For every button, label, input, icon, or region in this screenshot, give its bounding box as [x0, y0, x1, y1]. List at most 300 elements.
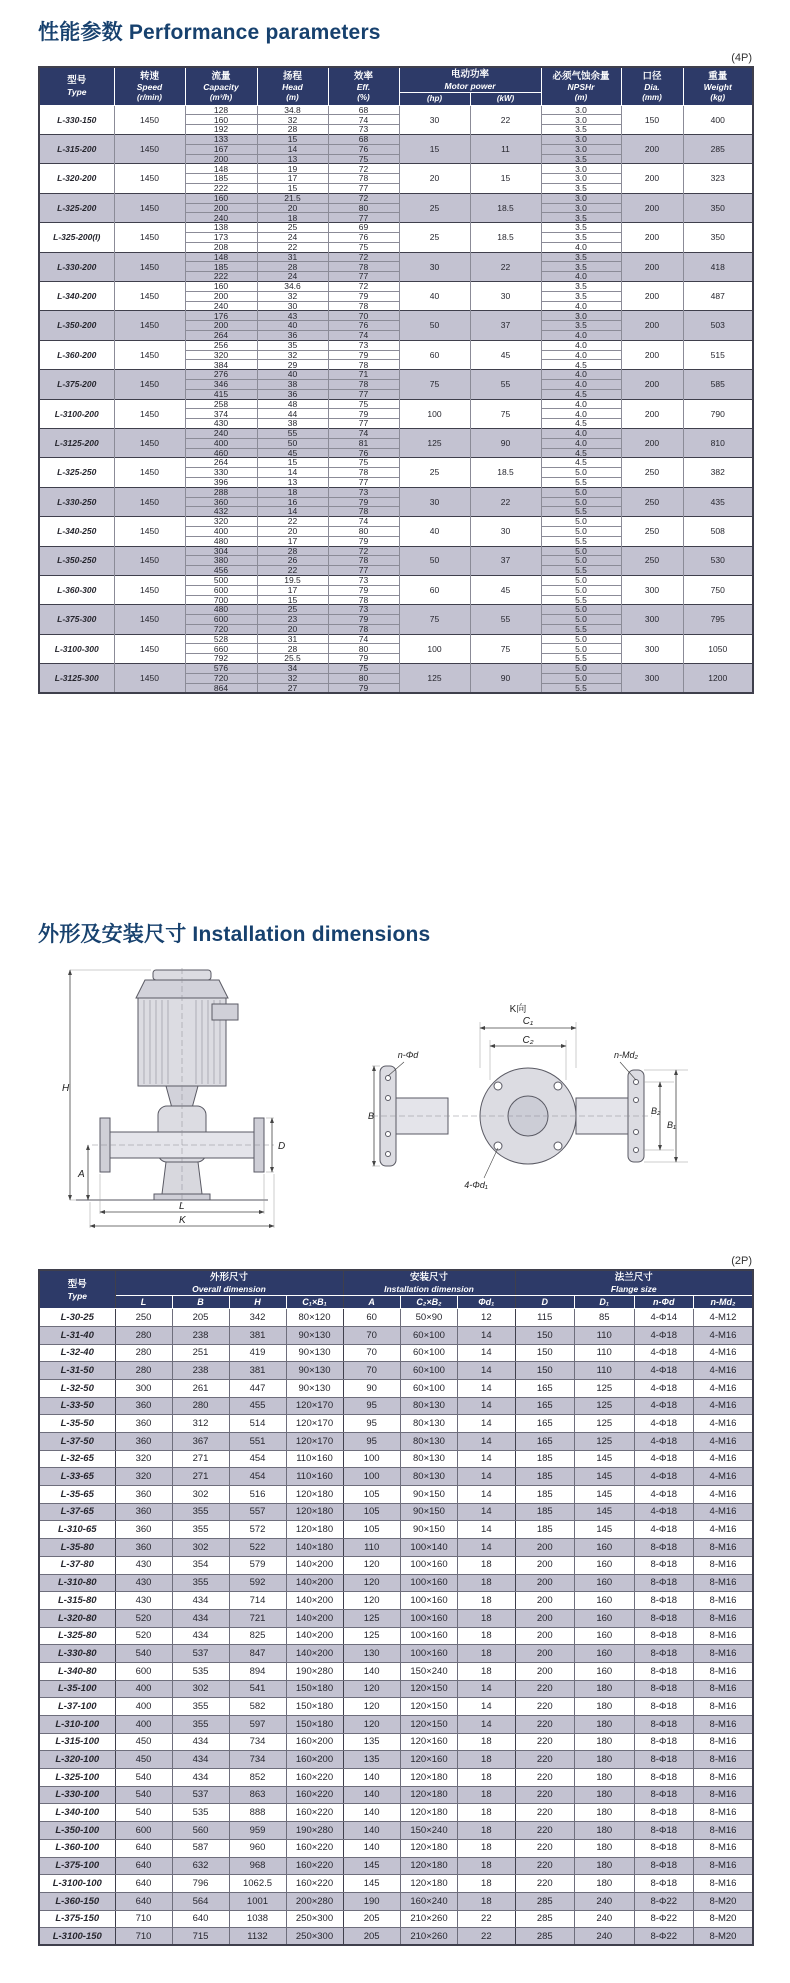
cell-hp: 75 [399, 370, 470, 399]
dim-row [39, 1486, 753, 1504]
cell-D1: 240 [575, 1892, 635, 1910]
cell-L: 430 [115, 1556, 172, 1574]
cell-head: 34.6 [257, 282, 328, 292]
cell-hp: 30 [399, 105, 470, 134]
dim-row [39, 1468, 753, 1486]
cell-kw: 90 [470, 664, 541, 694]
cell-C2xB2: 90×150 [400, 1521, 457, 1539]
cell-C1xB1: 190×280 [286, 1822, 343, 1840]
cell-H: 516 [229, 1486, 286, 1504]
cell-A: 70 [343, 1326, 400, 1344]
cell-n-fd: 4-Φ18 [634, 1486, 694, 1504]
cell-npsh: 5.5 [541, 624, 621, 634]
cell-D1: 180 [575, 1769, 635, 1787]
cell-fd1: 18 [458, 1645, 515, 1663]
cell-C2xB2: 60×100 [400, 1326, 457, 1344]
cell-D1: 180 [575, 1804, 635, 1822]
cell-C1xB1: 150×180 [286, 1716, 343, 1734]
cell-eff: 73 [328, 487, 399, 497]
cell-D1: 160 [575, 1609, 635, 1627]
cell-D: 200 [515, 1574, 575, 1592]
dim-row [39, 1928, 753, 1946]
cell-n-fd: 4-Φ18 [634, 1326, 694, 1344]
cell-type: L-35-80 [39, 1539, 115, 1557]
cell-A: 90 [343, 1379, 400, 1397]
cell-type: L-340-200 [39, 282, 114, 311]
cell-eff: 79 [328, 585, 399, 595]
cell-D: 165 [515, 1415, 575, 1433]
cell-eff: 69 [328, 223, 399, 233]
label-4-fd1: 4-Φd₁ [464, 1180, 488, 1191]
cell-D1: 180 [575, 1839, 635, 1857]
cell-n-md2: 4-M16 [694, 1344, 754, 1362]
cell-weight: 585 [683, 370, 753, 399]
cell-eff: 79 [328, 350, 399, 360]
cell-C1xB1: 140×200 [286, 1609, 343, 1627]
cell-C2xB2: 80×130 [400, 1433, 457, 1451]
cell-C2xB2: 120×180 [400, 1875, 457, 1893]
cell-capacity: 432 [185, 507, 257, 517]
cell-weight: 750 [683, 575, 753, 604]
cell-head: 36 [257, 330, 328, 340]
cell-L: 400 [115, 1698, 172, 1716]
cell-eff: 78 [328, 360, 399, 370]
cell-type: L-325-200(I) [39, 223, 114, 252]
cell-C2xB2: 120×180 [400, 1839, 457, 1857]
cell-weight: 530 [683, 546, 753, 575]
cell-H: 572 [229, 1521, 286, 1539]
cell-type: L-340-250 [39, 517, 114, 546]
cell-speed: 1450 [114, 428, 185, 457]
cell-type: L-310-100 [39, 1716, 115, 1734]
cell-npsh: 4.0 [541, 330, 621, 340]
cell-n-fd: 4-Φ18 [634, 1521, 694, 1539]
cell-head: 32 [257, 350, 328, 360]
cell-eff: 78 [328, 624, 399, 634]
cell-eff: 72 [328, 193, 399, 203]
cell-capacity: 192 [185, 125, 257, 135]
cell-capacity: 258 [185, 399, 257, 409]
cell-type: L-37-50 [39, 1433, 115, 1451]
cell-npsh: 4.5 [541, 389, 621, 399]
cell-npsh: 5.0 [541, 585, 621, 595]
cell-weight: 435 [683, 487, 753, 516]
cell-capacity: 528 [185, 634, 257, 644]
cell-n-fd: 8-Φ18 [634, 1786, 694, 1804]
cell-speed: 1450 [114, 575, 185, 604]
cell-head: 17 [257, 174, 328, 184]
cell-speed: 1450 [114, 252, 185, 281]
cell-type: L-37-65 [39, 1503, 115, 1521]
cell-head: 15 [257, 184, 328, 194]
cell-capacity: 148 [185, 252, 257, 262]
cell-fd1: 14 [458, 1539, 515, 1557]
cell-B: 271 [172, 1468, 229, 1486]
label-k-view: K向 [509, 1004, 527, 1016]
cell-D1: 125 [575, 1397, 635, 1415]
cell-head: 20 [257, 624, 328, 634]
cell-kw: 18.5 [470, 223, 541, 252]
cell-L: 710 [115, 1928, 172, 1946]
cell-C1xB1: 120×170 [286, 1433, 343, 1451]
cell-fd1: 14 [458, 1415, 515, 1433]
perf-row [39, 634, 753, 644]
cell-kw: 30 [470, 282, 541, 311]
cell-n-md2: 8-M16 [694, 1645, 754, 1663]
perf-row [39, 135, 753, 145]
cell-n-fd: 8-Φ18 [634, 1539, 694, 1557]
cell-n-md2: 8-M16 [694, 1539, 754, 1557]
cell-L: 360 [115, 1433, 172, 1451]
cell-C1xB1: 160×200 [286, 1751, 343, 1769]
cell-D: 220 [515, 1839, 575, 1857]
perf-row [39, 223, 753, 233]
cell-D1: 180 [575, 1857, 635, 1875]
cell-capacity: 374 [185, 409, 257, 419]
cell-capacity: 576 [185, 664, 257, 674]
cell-capacity: 720 [185, 673, 257, 683]
cell-D: 200 [515, 1556, 575, 1574]
cell-type: L-330-100 [39, 1786, 115, 1804]
cell-fd1: 14 [458, 1521, 515, 1539]
cell-C1xB1: 120×170 [286, 1397, 343, 1415]
cell-eff: 68 [328, 135, 399, 145]
cell-n-md2: 8-M16 [694, 1574, 754, 1592]
dim-label-B1: B₁ [667, 1120, 676, 1131]
performance-pole-note: (4P) [731, 52, 752, 64]
cell-D1: 110 [575, 1344, 635, 1362]
cell-B: 367 [172, 1433, 229, 1451]
cell-npsh: 5.0 [541, 634, 621, 644]
cell-eff: 78 [328, 507, 399, 517]
cell-n-md2: 8-M16 [694, 1680, 754, 1698]
cell-C1xB1: 160×220 [286, 1804, 343, 1822]
cell-H: 968 [229, 1857, 286, 1875]
cell-C2xB2: 60×100 [400, 1362, 457, 1380]
cell-fd1: 18 [458, 1574, 515, 1592]
cell-capacity: 400 [185, 526, 257, 536]
cell-kw: 75 [470, 634, 541, 663]
cell-head: 23 [257, 615, 328, 625]
cell-n-md2: 8-M20 [694, 1892, 754, 1910]
cell-C2xB2: 160×240 [400, 1892, 457, 1910]
dim-label-A: A [78, 1169, 85, 1181]
cell-D1: 180 [575, 1698, 635, 1716]
cell-n-md2: 8-M16 [694, 1556, 754, 1574]
cell-type: L-32-40 [39, 1344, 115, 1362]
cell-speed: 1450 [114, 370, 185, 399]
cell-B: 632 [172, 1857, 229, 1875]
cell-head: 38 [257, 379, 328, 389]
cell-C2xB2: 100×160 [400, 1574, 457, 1592]
cell-hp: 50 [399, 311, 470, 340]
cell-L: 540 [115, 1786, 172, 1804]
cell-eff: 73 [328, 605, 399, 615]
perf-row [39, 428, 753, 438]
dim-row [39, 1857, 753, 1875]
cell-npsh: 3.0 [541, 174, 621, 184]
cell-hp: 40 [399, 282, 470, 311]
cell-C2xB2: 60×100 [400, 1379, 457, 1397]
cell-npsh: 5.0 [541, 575, 621, 585]
cell-C2xB2: 80×130 [400, 1397, 457, 1415]
cell-fd1: 18 [458, 1627, 515, 1645]
cell-C2xB2: 120×160 [400, 1751, 457, 1769]
cell-fd1: 22 [458, 1928, 515, 1946]
cell-D: 220 [515, 1680, 575, 1698]
dim-label-C2: C₂ [522, 1035, 534, 1047]
performance-section-title: 性能参数 Performance parameters [38, 21, 381, 44]
cell-C1xB1: 250×300 [286, 1928, 343, 1946]
cell-n-md2: 4-M16 [694, 1326, 754, 1344]
cell-weight: 790 [683, 399, 753, 428]
cell-H: 342 [229, 1309, 286, 1327]
cell-D1: 85 [575, 1309, 635, 1327]
cell-type: L-375-300 [39, 605, 114, 634]
cell-D1: 180 [575, 1786, 635, 1804]
cell-npsh: 4.0 [541, 340, 621, 350]
cell-kw: 37 [470, 546, 541, 575]
col-n-md2: n-Md₂ [694, 1296, 754, 1309]
cell-D: 220 [515, 1769, 575, 1787]
cell-C2xB2: 80×130 [400, 1450, 457, 1468]
cell-type: L-31-40 [39, 1326, 115, 1344]
cell-head: 22 [257, 242, 328, 252]
cell-head: 34.8 [257, 105, 328, 115]
cell-hp: 100 [399, 634, 470, 663]
col-group-flange: 法兰尺寸 Flange size [515, 1270, 753, 1296]
cell-type: L-325-250 [39, 458, 114, 487]
cell-kw: 22 [470, 487, 541, 516]
cell-n-fd: 4-Φ18 [634, 1450, 694, 1468]
cell-eff: 74 [328, 330, 399, 340]
cell-B: 302 [172, 1486, 229, 1504]
cell-H: 1062.5 [229, 1875, 286, 1893]
cell-type: L-315-80 [39, 1592, 115, 1610]
col-hp: (hp) [399, 93, 470, 106]
cell-C1xB1: 190×280 [286, 1662, 343, 1680]
cell-D1: 160 [575, 1662, 635, 1680]
cell-L: 320 [115, 1468, 172, 1486]
cell-C2xB2: 120×150 [400, 1716, 457, 1734]
perf-row [39, 517, 753, 527]
cell-dia: 300 [621, 664, 683, 694]
cell-type: L-320-200 [39, 164, 114, 193]
cell-n-fd: 8-Φ18 [634, 1857, 694, 1875]
cell-B: 434 [172, 1627, 229, 1645]
cell-D: 200 [515, 1609, 575, 1627]
cell-speed: 1450 [114, 340, 185, 369]
cell-npsh: 3.5 [541, 213, 621, 223]
cell-H: 447 [229, 1379, 286, 1397]
perf-row [39, 282, 753, 292]
cell-npsh: 5.0 [541, 468, 621, 478]
cell-n-fd: 8-Φ18 [634, 1627, 694, 1645]
cell-type: L-315-100 [39, 1733, 115, 1751]
cell-A: 140 [343, 1839, 400, 1857]
cell-eff: 73 [328, 340, 399, 350]
cell-D1: 180 [575, 1733, 635, 1751]
cell-D: 115 [515, 1309, 575, 1327]
col-B: B [172, 1296, 229, 1309]
cell-H: 714 [229, 1592, 286, 1610]
cell-n-md2: 8-M16 [694, 1804, 754, 1822]
cell-dia: 250 [621, 546, 683, 575]
cell-C1xB1: 120×170 [286, 1415, 343, 1433]
cell-type: L-3100-300 [39, 634, 114, 663]
cell-L: 540 [115, 1804, 172, 1822]
cell-weight: 285 [683, 135, 753, 164]
cell-hp: 25 [399, 223, 470, 252]
cell-speed: 1450 [114, 605, 185, 634]
dim-row [39, 1539, 753, 1557]
cell-A: 100 [343, 1468, 400, 1486]
cell-head: 43 [257, 311, 328, 321]
cell-A: 95 [343, 1415, 400, 1433]
cell-n-fd: 4-Φ14 [634, 1309, 694, 1327]
dim-label-B: B [368, 1111, 375, 1122]
dim-row [39, 1698, 753, 1716]
cell-n-md2: 4-M16 [694, 1486, 754, 1504]
cell-n-md2: 8-M16 [694, 1698, 754, 1716]
cell-head: 35 [257, 340, 328, 350]
col-H: H [229, 1296, 286, 1309]
cell-B: 205 [172, 1309, 229, 1327]
cell-npsh: 3.5 [541, 252, 621, 262]
cell-D1: 180 [575, 1875, 635, 1893]
performance-parameters-table [38, 66, 754, 694]
cell-type: L-360-100 [39, 1839, 115, 1857]
col-motor-power: 电动功率 Motor power [399, 67, 541, 93]
dim-row [39, 1662, 753, 1680]
cell-kw: 15 [470, 164, 541, 193]
cell-eff: 76 [328, 448, 399, 458]
cell-eff: 73 [328, 575, 399, 585]
cell-capacity: 256 [185, 340, 257, 350]
cell-capacity: 185 [185, 262, 257, 272]
cell-npsh: 3.0 [541, 193, 621, 203]
cell-hp: 75 [399, 605, 470, 634]
cell-type: L-315-200 [39, 135, 114, 164]
dim-row [39, 1397, 753, 1415]
dim-row [39, 1627, 753, 1645]
cell-L: 400 [115, 1680, 172, 1698]
cell-capacity: 160 [185, 282, 257, 292]
cell-type: L-320-100 [39, 1751, 115, 1769]
cell-head: 14 [257, 507, 328, 517]
cell-npsh: 3.5 [541, 282, 621, 292]
cell-D: 200 [515, 1645, 575, 1663]
cell-B: 434 [172, 1769, 229, 1787]
cell-C1xB1: 80×120 [286, 1309, 343, 1327]
cell-D: 185 [515, 1521, 575, 1539]
cell-type: L-32-65 [39, 1450, 115, 1468]
cell-D1: 180 [575, 1716, 635, 1734]
cell-C1xB1: 90×130 [286, 1344, 343, 1362]
cell-C2xB2: 100×160 [400, 1645, 457, 1663]
col-D: D [515, 1296, 575, 1309]
cell-L: 600 [115, 1822, 172, 1840]
cell-C2xB2: 60×100 [400, 1344, 457, 1362]
cell-n-md2: 4-M16 [694, 1450, 754, 1468]
cell-head: 29 [257, 360, 328, 370]
cell-kw: 18.5 [470, 193, 541, 222]
cell-eff: 80 [328, 673, 399, 683]
cell-eff: 79 [328, 291, 399, 301]
cell-n-md2: 8-M16 [694, 1875, 754, 1893]
cell-capacity: 208 [185, 242, 257, 252]
cell-L: 280 [115, 1362, 172, 1380]
cell-type: L-360-300 [39, 575, 114, 604]
cell-fd1: 14 [458, 1680, 515, 1698]
cell-fd1: 14 [458, 1468, 515, 1486]
cell-n-fd: 8-Φ22 [634, 1928, 694, 1946]
cell-npsh: 5.5 [541, 654, 621, 664]
cell-A: 125 [343, 1627, 400, 1645]
cell-n-md2: 8-M16 [694, 1592, 754, 1610]
cell-weight: 1200 [683, 664, 753, 694]
col-C2xB2: C₂×B₂ [400, 1296, 457, 1309]
perf-row [39, 458, 753, 468]
cell-head: 18 [257, 213, 328, 223]
cell-dia: 200 [621, 193, 683, 222]
col-weight: 重量 Weight (kg) [683, 67, 753, 105]
col-C1xB1: C₁×B₁ [286, 1296, 343, 1309]
cell-n-md2: 8-M16 [694, 1716, 754, 1734]
cell-L: 280 [115, 1344, 172, 1362]
cell-hp: 125 [399, 428, 470, 457]
cell-npsh: 4.0 [541, 399, 621, 409]
cell-fd1: 18 [458, 1733, 515, 1751]
cell-n-md2: 4-M16 [694, 1415, 754, 1433]
cell-fd1: 14 [458, 1716, 515, 1734]
cell-B: 251 [172, 1344, 229, 1362]
cell-B: 312 [172, 1415, 229, 1433]
cell-n-fd: 4-Φ18 [634, 1468, 694, 1486]
cell-capacity: 240 [185, 428, 257, 438]
perf-row [39, 370, 753, 380]
cell-A: 190 [343, 1892, 400, 1910]
cell-npsh: 5.5 [541, 595, 621, 605]
cell-eff: 78 [328, 556, 399, 566]
cell-capacity: 264 [185, 330, 257, 340]
cell-L: 450 [115, 1733, 172, 1751]
cell-eff: 74 [328, 428, 399, 438]
cell-type: L-350-100 [39, 1822, 115, 1840]
cell-C1xB1: 160×220 [286, 1839, 343, 1857]
cell-kw: 90 [470, 428, 541, 457]
cell-B: 355 [172, 1716, 229, 1734]
cell-A: 140 [343, 1769, 400, 1787]
dim-row [39, 1450, 753, 1468]
cell-type: L-35-50 [39, 1415, 115, 1433]
cell-speed: 1450 [114, 135, 185, 164]
cell-head: 44 [257, 409, 328, 419]
cell-npsh: 5.5 [541, 683, 621, 693]
cell-eff: 78 [328, 174, 399, 184]
cell-type: L-330-80 [39, 1645, 115, 1663]
installation-section-title: 外形及安装尺寸 Installation dimensions [38, 923, 431, 947]
cell-n-fd: 4-Φ18 [634, 1379, 694, 1397]
cell-head: 31 [257, 634, 328, 644]
cell-D: 220 [515, 1716, 575, 1734]
dim-row [39, 1344, 753, 1362]
cell-npsh: 4.0 [541, 242, 621, 252]
cell-eff: 77 [328, 566, 399, 576]
cell-n-md2: 8-M16 [694, 1662, 754, 1680]
cell-D: 220 [515, 1822, 575, 1840]
cell-head: 31 [257, 252, 328, 262]
